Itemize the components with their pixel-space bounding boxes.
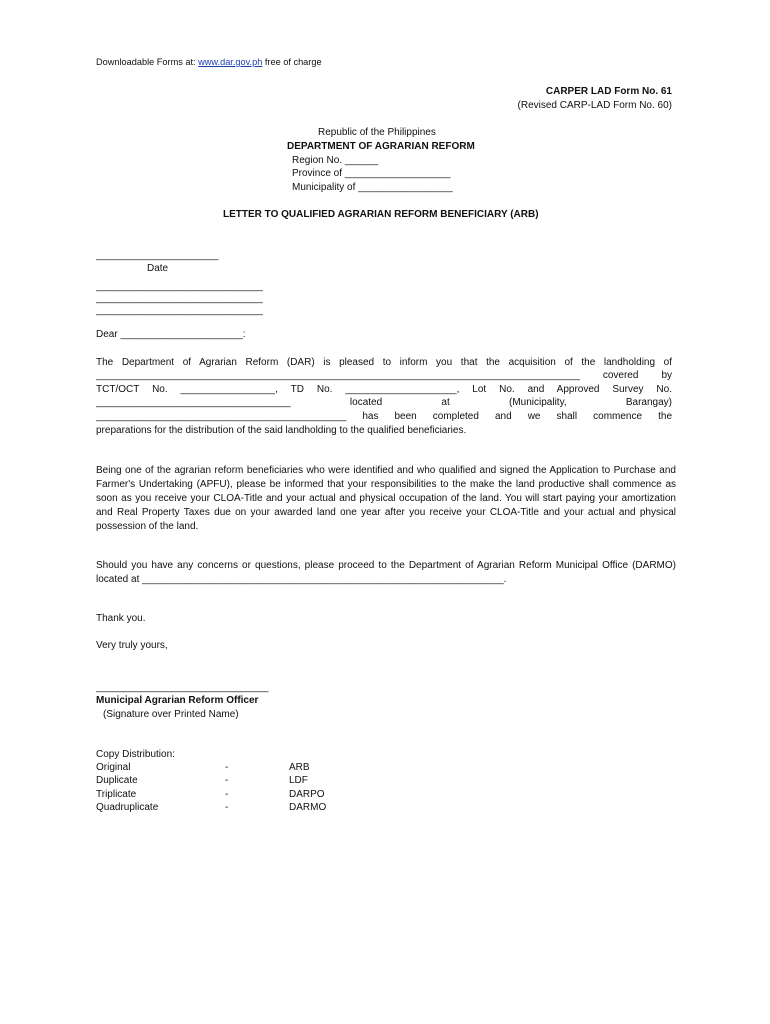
province-field: Province of ___________________: [292, 168, 451, 179]
address-line: ______________________________: [96, 281, 263, 292]
paragraph-concerns: Should you have any concerns or questions, please proceed to the Department of Agrarian Reform Municipal Office (DARMO) located at _________________________________________________________________.: [96, 560, 676, 585]
copy-recipient: ARB: [289, 762, 310, 773]
paragraph1-line: The Department of Agrarian Reform (DAR) is pleased to inform you that the acquisition of the landholding of: [96, 357, 672, 368]
salutation: Dear ______________________:: [96, 329, 246, 340]
paragraph1-line: preparations for the distribution of the said landholding to the qualified beneficiaries.: [96, 425, 467, 436]
copy-recipient: DARMO: [289, 802, 327, 813]
copy-dash: -: [225, 802, 229, 813]
republic-line: Republic of the Philippines: [318, 127, 436, 138]
paragraph1-line: ___________________________________ located at (Municipality, Barangay): [96, 397, 672, 408]
copy-label: Quadruplicate: [96, 802, 159, 813]
paragraph-responsibilities: Being one of the agrarian reform beneficiaries who were identified and who qualified and signed the Application to Purchase and Farmer's Undertaking (APFU), please be informed that your responsibilities to the make the land productive shall commence as soon as you receive your CLOA-Title and your actual and physical occupation of the land. You will start paying your amortization and Real Property Taxes due on your awarded land one year after you receive your CLOA-Title and your actual and physical possession of the land.: [96, 465, 676, 532]
date-label: Date: [147, 263, 169, 274]
distribution-heading: Copy Distribution:: [96, 749, 175, 760]
copy-dash: -: [225, 762, 229, 773]
copy-dash: -: [225, 775, 229, 786]
copy-dash: -: [225, 789, 229, 800]
copy-label: Original: [96, 762, 131, 773]
copy-recipient: DARPO: [289, 789, 325, 800]
address-line: ______________________________: [96, 305, 263, 316]
address-line: ______________________________: [96, 293, 263, 304]
distribution-row: [96, 789, 396, 803]
copy-label: Duplicate: [96, 775, 138, 786]
dar-website-link[interactable]: www.dar.gov.ph: [198, 57, 263, 67]
distribution-row: [96, 802, 396, 816]
signatory-title: Municipal Agrarian Reform Officer: [96, 695, 259, 706]
letter-title: LETTER TO QUALIFIED AGRARIAN REFORM BENEFICIARY (ARB): [223, 209, 539, 220]
thank-you: Thank you.: [96, 613, 146, 624]
distribution-row: [96, 775, 396, 789]
region-field: Region No. ______: [292, 155, 379, 166]
signature-caption: (Signature over Printed Name): [103, 709, 239, 720]
distribution-row: [96, 762, 396, 776]
form-number: CARPER LAD Form No. 61: [545, 86, 672, 97]
paragraph1-line: _____________________________________________ has been completed and we shall commence the: [96, 411, 672, 422]
form-revision: (Revised CARP-LAD Form No. 60): [517, 100, 672, 111]
copy-recipient: LDF: [289, 775, 308, 786]
paragraph1-line: _______________________________________________________________________________________ covered by: [96, 370, 672, 381]
download-suffix: free of charge: [262, 57, 322, 67]
copy-label: Triplicate: [96, 789, 137, 800]
paragraph1-line: TCT/OCT No. _________________, TD No. ____________________, Lot No. and Approved Survey No.: [96, 384, 672, 395]
date-line: ______________________: [96, 250, 219, 261]
complimentary-close: Very truly yours,: [96, 640, 168, 651]
signature-line: _______________________________: [96, 682, 269, 693]
download-prefix: Downloadable Forms at:: [96, 57, 199, 67]
department-name: DEPARTMENT OF AGRARIAN REFORM: [287, 141, 475, 152]
municipality-field: Municipality of _________________: [292, 182, 453, 193]
download-note: [96, 57, 322, 67]
